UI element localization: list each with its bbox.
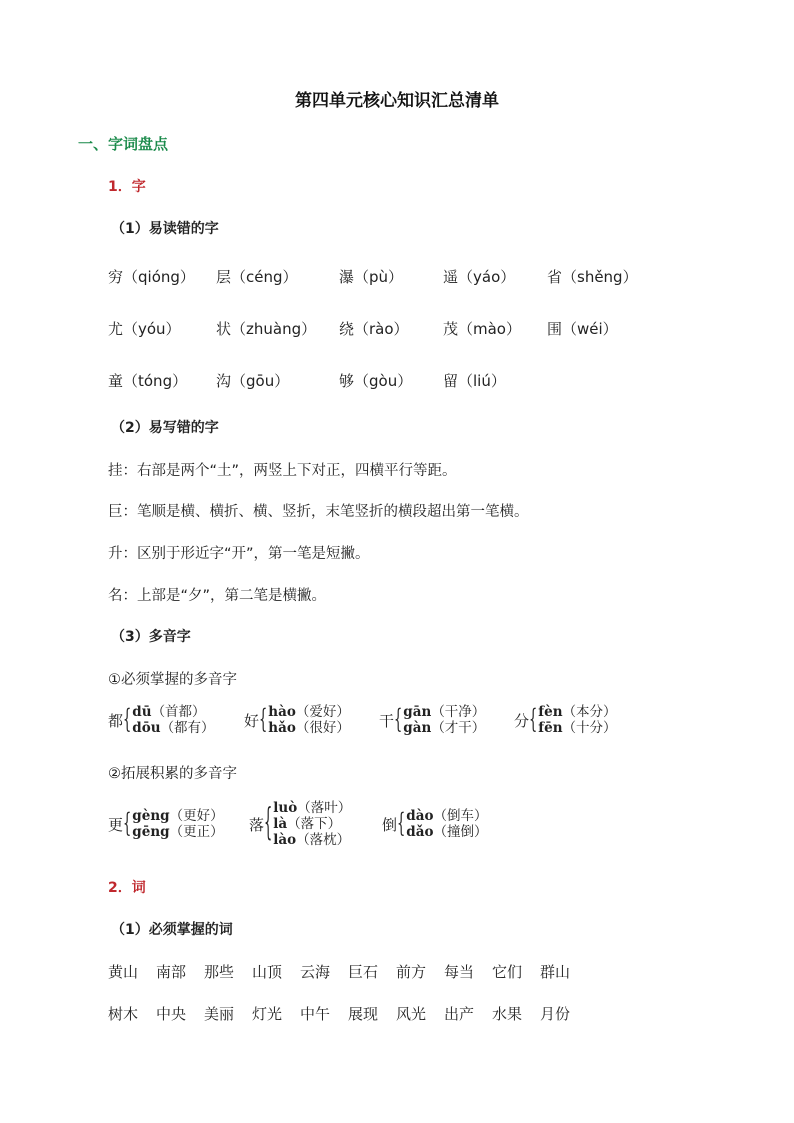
brace-icon: { [259,705,268,735]
easy-read-item: 够（gòu） [339,372,413,390]
pinyin: hǎo [268,720,296,736]
easy-read-item: 层（céng） [216,268,298,286]
vocab-word: 风光 [396,1005,427,1023]
easy-read-item: 瀑（pù） [339,268,404,286]
brace-icon: { [529,705,538,735]
vocab-word: 每当 [444,963,475,981]
pinyin: luò [273,800,298,816]
subheading-words: 2．词 [108,880,146,896]
easy-read-item: 穷（qióng） [108,268,195,286]
vocab-word: 群山 [540,963,571,981]
easy-read-item: 状（zhuàng） [216,320,317,338]
pinyin: lào [273,832,297,848]
brace-icon: { [123,809,132,839]
vocab-word: 黄山 [108,963,139,981]
example-word: （首都） [151,704,206,720]
vocab-word: 南部 [156,963,187,981]
brace-icon: { [394,705,403,735]
polyphonic-group [108,704,215,736]
example-word: （爱好） [295,704,350,720]
easy-read-item: 围（wéi） [547,320,618,338]
vocab-word: 那些 [204,963,235,981]
example-word: （干净） [431,704,486,720]
polyphonic-char: 都 [108,711,124,730]
polyphonic-group [382,808,488,840]
easy-read-item: 省（shěng） [547,268,638,286]
easy-read-item: 沟（gōu） [216,372,290,390]
easy-write-heading: （2）易写错的字 [111,420,219,436]
pinyin: fèn [538,704,563,720]
pinyin: gèng [132,808,170,824]
vocab-word: 前方 [396,963,427,981]
example-word: （都有） [160,720,215,736]
example-word: （本分） [562,704,617,720]
example-word: （落叶） [297,800,352,816]
pinyin: gān [403,704,432,720]
polyphonic-group [108,808,224,840]
pinyin: là [273,816,288,832]
example-word: （才干） [431,720,486,736]
brace-icon: { [397,809,406,839]
subheading-characters: 1．字 [108,179,146,195]
pinyin: dǎo [406,824,434,840]
brace-icon: { [264,802,273,846]
example-word: （更正） [169,824,224,840]
vocab-word: 树木 [108,1005,139,1023]
vocab-word: 云海 [300,963,331,981]
vocab-word: 山顶 [252,963,283,981]
example-word: （很好） [295,720,350,736]
example-word: （更好） [169,808,224,824]
polyphonic-char: 分 [514,711,530,730]
easy-read-item: 尤（yóu） [108,320,181,338]
vocab-word: 中央 [156,1005,187,1023]
easy-read-item: 茂（mào） [443,320,521,338]
easy-write-line: 巨：笔顺是横、横折、横、竖折，末笔竖折的横段超出第一笔横。 [108,504,529,520]
example-word: （撞倒） [433,824,488,840]
polyphonic-group [249,800,351,848]
vocab-word: 灯光 [252,1005,283,1023]
polyphonic-group [244,704,350,736]
pinyin: gàn [403,720,432,736]
polyphonic-extend-label: ②拓展积累的多音字 [108,766,237,782]
polyphonic-group [514,704,617,736]
easy-read-item: 绕（rào） [339,320,409,338]
polyphonic-group [379,704,485,736]
example-word: （倒车） [433,808,488,824]
pinyin: dū [132,704,152,720]
pinyin: fēn [538,720,563,736]
polyphonic-must-label: ①必须掌握的多音字 [108,672,237,688]
pinyin: hào [268,704,296,720]
polyphonic-char: 好 [244,711,260,730]
easy-read-item: 遥（yáo） [443,268,516,286]
vocab-word: 中午 [300,1005,331,1023]
easy-write-line: 升：区别于形近字“开”，第一笔是短撇。 [108,546,370,562]
page-title: 第四单元核心知识汇总清单 [295,91,499,111]
vocab-word: 巨石 [348,963,379,981]
polyphonic-char: 更 [108,815,124,834]
must-words-heading: （1）必须掌握的词 [111,922,233,938]
easy-write-line: 挂：右部是两个“土”，两竖上下对正，四横平行等距。 [108,463,457,479]
polyphonic-char: 干 [379,711,395,730]
pinyin: gēng [132,824,170,840]
example-word: （落枕） [296,832,351,848]
vocab-word: 美丽 [204,1005,235,1023]
vocab-word: 展现 [348,1005,379,1023]
easy-read-heading: （1）易读错的字 [111,221,219,237]
vocab-word: 出产 [444,1005,475,1023]
vocab-word: 它们 [492,963,523,981]
easy-read-item: 童（tóng） [108,372,188,390]
easy-write-line: 名：上部是“夕”，第二笔是横撇。 [108,588,327,604]
polyphonic-heading: （3）多音字 [111,629,191,645]
example-word: （十分） [562,720,617,736]
vocab-word: 月份 [540,1005,571,1023]
pinyin: dào [406,808,434,824]
pinyin: dōu [132,720,161,736]
vocab-word: 水果 [492,1005,523,1023]
easy-read-item: 留（liú） [443,372,506,390]
example-word: （落下） [287,816,342,832]
polyphonic-char: 倒 [382,815,398,834]
brace-icon: { [123,705,132,735]
section-heading-word-review: 一、字词盘点 [78,135,169,153]
polyphonic-char: 落 [249,815,265,834]
